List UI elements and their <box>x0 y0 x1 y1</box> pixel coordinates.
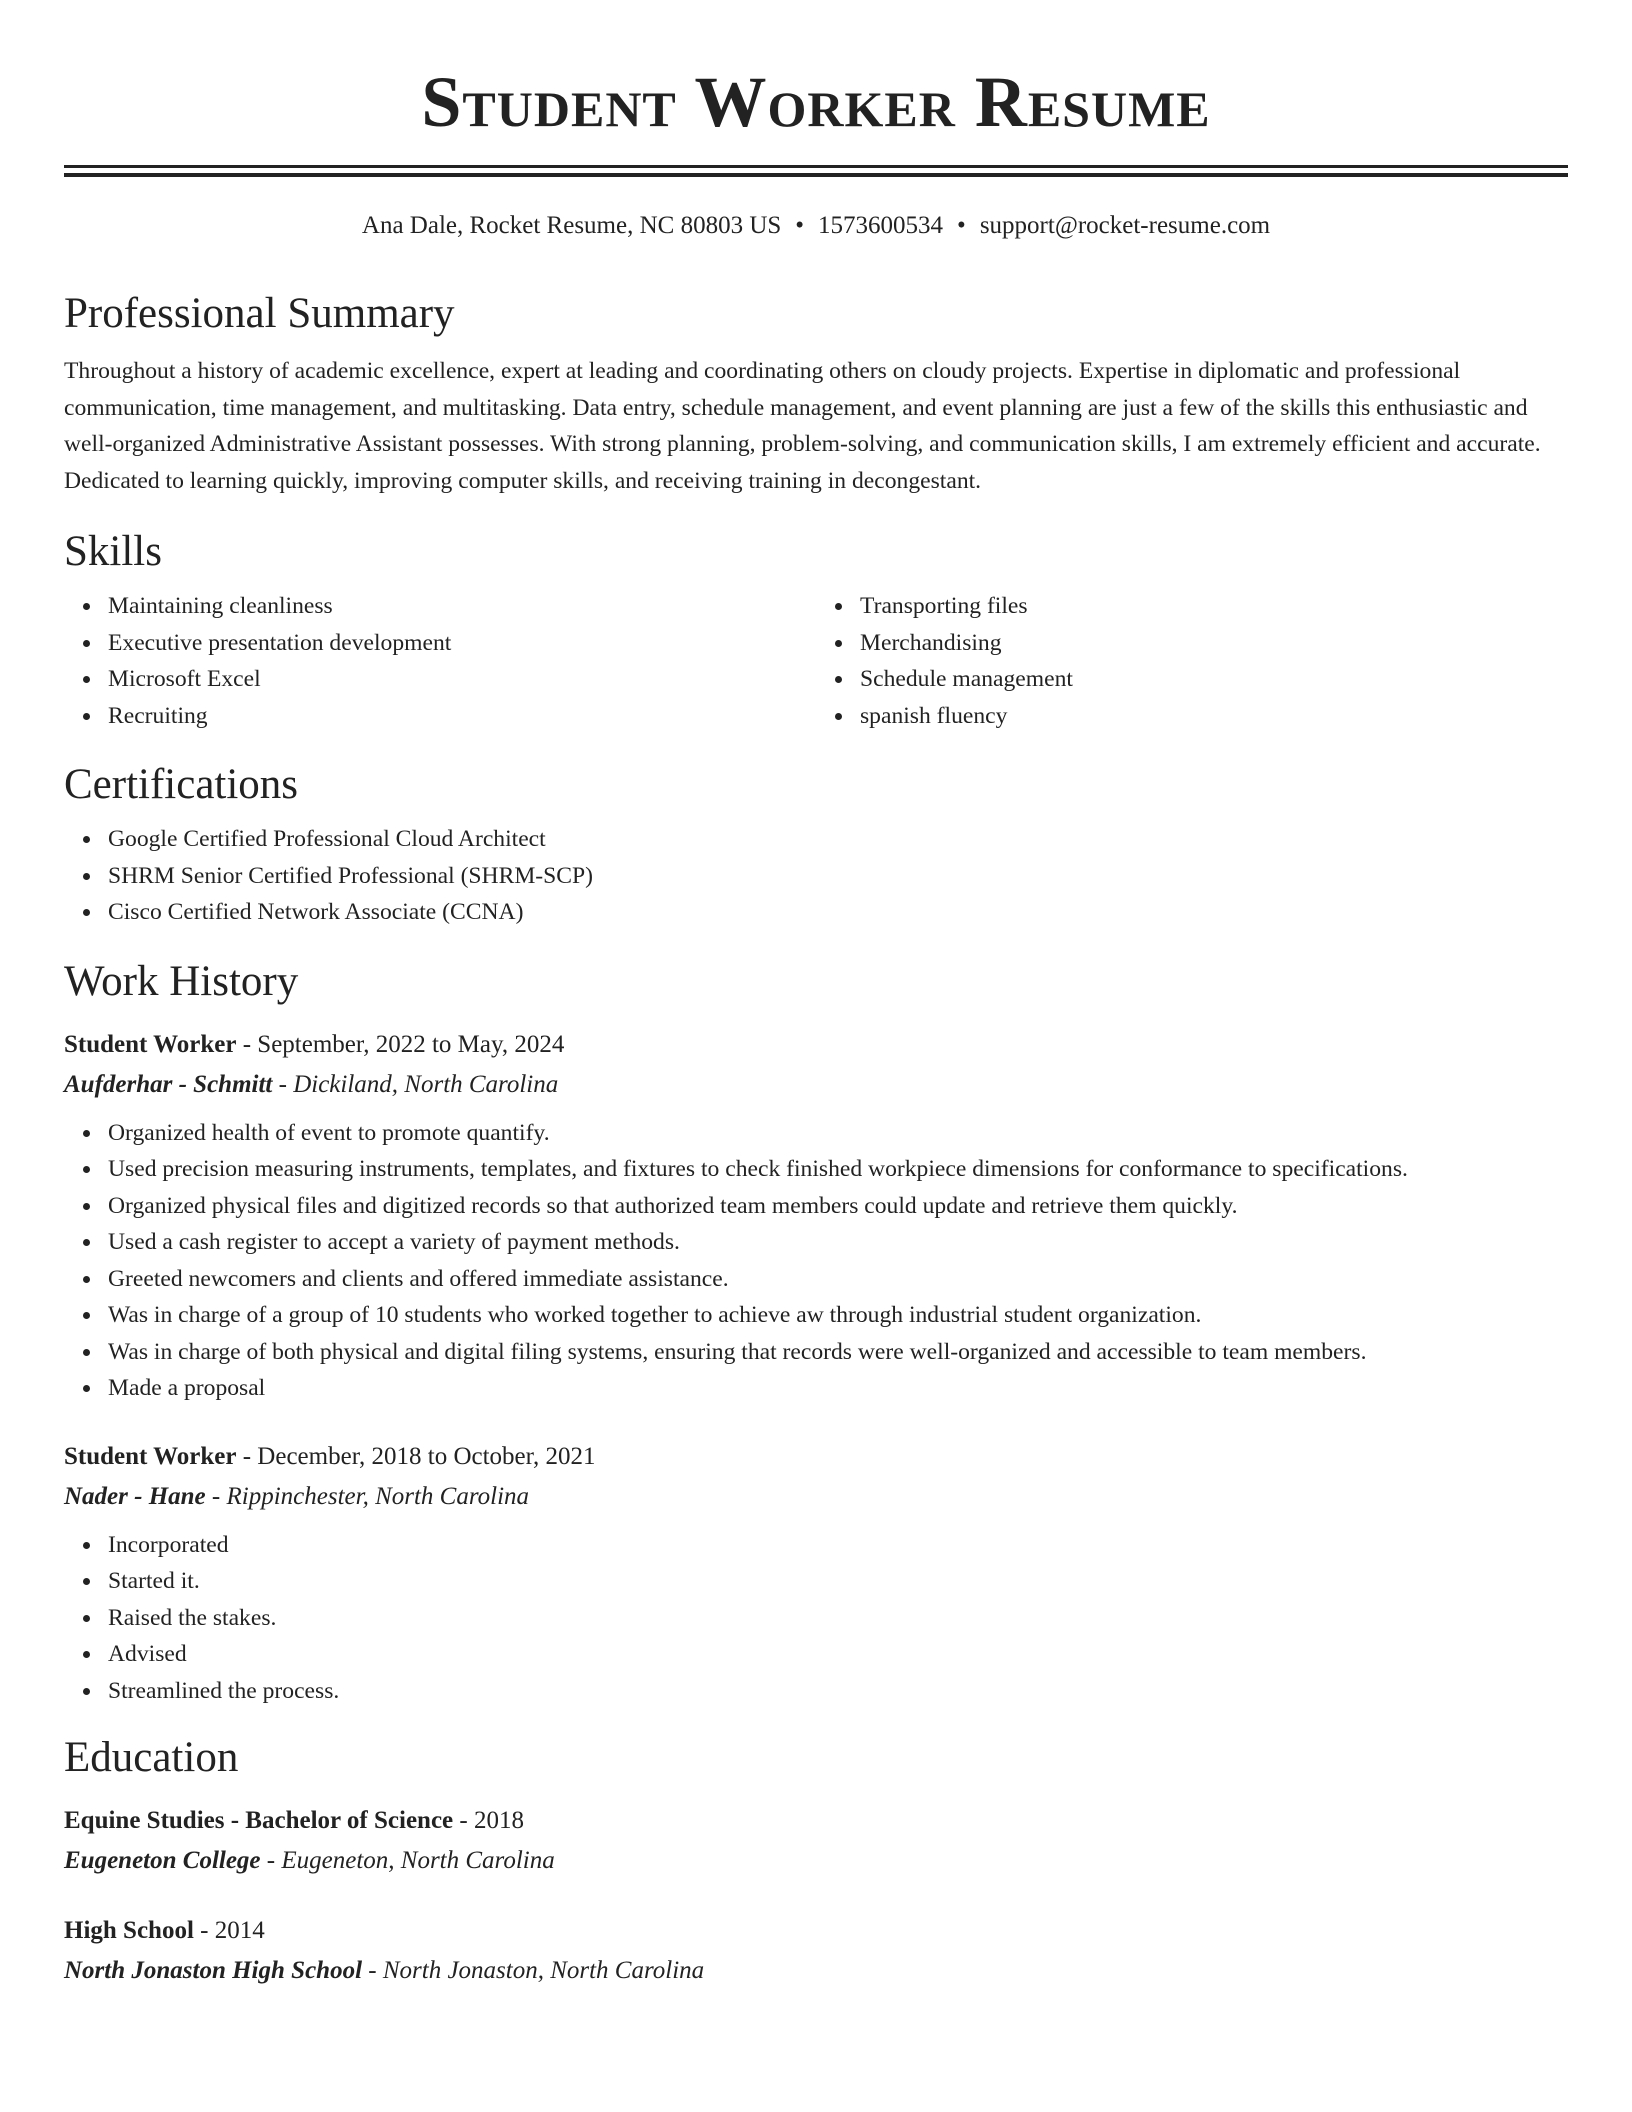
job-header <box>64 1437 1568 1477</box>
job-title: Student Worker <box>64 1442 237 1470</box>
resume-title: Student Worker Resume <box>421 62 1211 142</box>
job-company: Aufderhar - Schmitt <box>64 1070 273 1098</box>
education-year: - 2018 <box>453 1807 524 1834</box>
summary-heading: Professional Summary <box>64 290 455 337</box>
education-school: North Jonaston High School <box>64 1957 363 1984</box>
certification-item: SHRM Senior Certified Professional (SHRM-SCP) <box>108 858 1568 895</box>
skill-item: Schedule management <box>860 661 1568 698</box>
job-bullets <box>64 1527 1568 1710</box>
job-bullet: Greeted newcomers and clients and offered immediate assistance. <box>108 1261 1568 1298</box>
education-heading: Education <box>64 1734 239 1781</box>
education-school-line <box>64 1951 1568 1991</box>
job-title: Student Worker <box>64 1030 237 1058</box>
certifications-list <box>64 821 1568 931</box>
job-employer <box>64 1065 1568 1105</box>
skill-item: Executive presentation development <box>108 625 816 662</box>
job-bullet: Advised <box>108 1636 1568 1673</box>
certifications-heading: Certifications <box>64 761 299 808</box>
resume-page <box>64 0 1568 1991</box>
education-header <box>64 1911 1568 1951</box>
contact-address: Ana Dale, Rocket Resume, NC 80803 US <box>361 212 782 239</box>
contact-separator: • <box>957 212 966 239</box>
job-bullet: Organized physical files and digitized records so that authorized team members could update and retrieve them quickly. <box>108 1188 1568 1225</box>
education-location: - North Jonaston, North Carolina <box>362 1957 705 1984</box>
education-school-line <box>64 1841 1568 1881</box>
job-bullet: Incorporated <box>108 1527 1568 1564</box>
job-bullet: Was in charge of a group of 10 students who worked together to achieve aw through industrial student organization. <box>108 1297 1568 1334</box>
contact-phone: 1573600534 <box>818 212 944 239</box>
certification-item: Cisco Certified Network Associate (CCNA) <box>108 894 1568 931</box>
education-degree: High School <box>64 1917 194 1944</box>
job-location: - Rippinchester, North Carolina <box>205 1482 530 1510</box>
education-year: - 2014 <box>193 1917 265 1944</box>
education-degree: Equine Studies - Bachelor of Science <box>64 1807 454 1834</box>
job-header <box>64 1025 1568 1065</box>
skill-item: Recruiting <box>108 698 816 735</box>
job-employer <box>64 1477 1568 1517</box>
skill-item: Maintaining cleanliness <box>108 588 816 625</box>
job-bullet: Streamlined the process. <box>108 1673 1568 1710</box>
job-bullet: Raised the stakes. <box>108 1600 1568 1637</box>
job-company: Nader - Hane <box>64 1482 206 1510</box>
education-location: - Eugeneton, North Carolina <box>260 1847 555 1874</box>
education-school: Eugeneton College <box>64 1847 261 1874</box>
job-bullet: Used precision measuring instruments, templates, and fixtures to check finished workpiece dimensions for conformance to specifications. <box>108 1151 1568 1188</box>
title-double-rule <box>64 165 1568 177</box>
job-bullet: Used a cash register to accept a variety of payment methods. <box>108 1224 1568 1261</box>
job-bullets <box>64 1115 1568 1407</box>
contact-line <box>64 209 1568 243</box>
skill-item: Merchandising <box>860 625 1568 662</box>
skills-columns <box>64 588 1568 734</box>
summary-text: Throughout a history of academic excellence, expert at leading and coordinating others on cloudy projects. Expertise in diplomatic and professional communication, time management, and multitasking. Data entry, schedule management, and event planning are just a few of the skills this enthusiastic and well-organized Administrative Assistant possesses. With strong planning, problem-solving, and communication skills, I am extremely efficient and accurate. Dedicated to learning quickly, improving computer skills, and receiving training in decongestant. <box>64 358 1541 494</box>
contact-email: support@rocket-resume.com <box>979 212 1271 239</box>
work-history-heading: Work History <box>64 957 299 1005</box>
job-bullet: Started it. <box>108 1563 1568 1600</box>
education-header <box>64 1801 1568 1841</box>
skills-left-list <box>64 588 816 734</box>
skills-right-list <box>816 588 1568 734</box>
skill-item: Microsoft Excel <box>108 661 816 698</box>
skill-item: spanish fluency <box>860 698 1568 735</box>
job-dates: - December, 2018 to October, 2021 <box>236 1442 596 1470</box>
job-location: - Dickiland, North Carolina <box>272 1070 559 1098</box>
certification-item: Google Certified Professional Cloud Architect <box>108 821 1568 858</box>
job-bullet: Made a proposal <box>108 1370 1568 1407</box>
contact-separator: • <box>795 212 805 239</box>
job-dates: - September, 2022 to May, 2024 <box>236 1030 565 1058</box>
job-bullet: Organized health of event to promote quantify. <box>108 1115 1568 1152</box>
skill-item: Transporting files <box>860 588 1568 625</box>
skills-heading: Skills <box>64 528 162 575</box>
job-bullet: Was in charge of both physical and digital filing systems, ensuring that records were well-organized and accessible to team members. <box>108 1334 1568 1371</box>
